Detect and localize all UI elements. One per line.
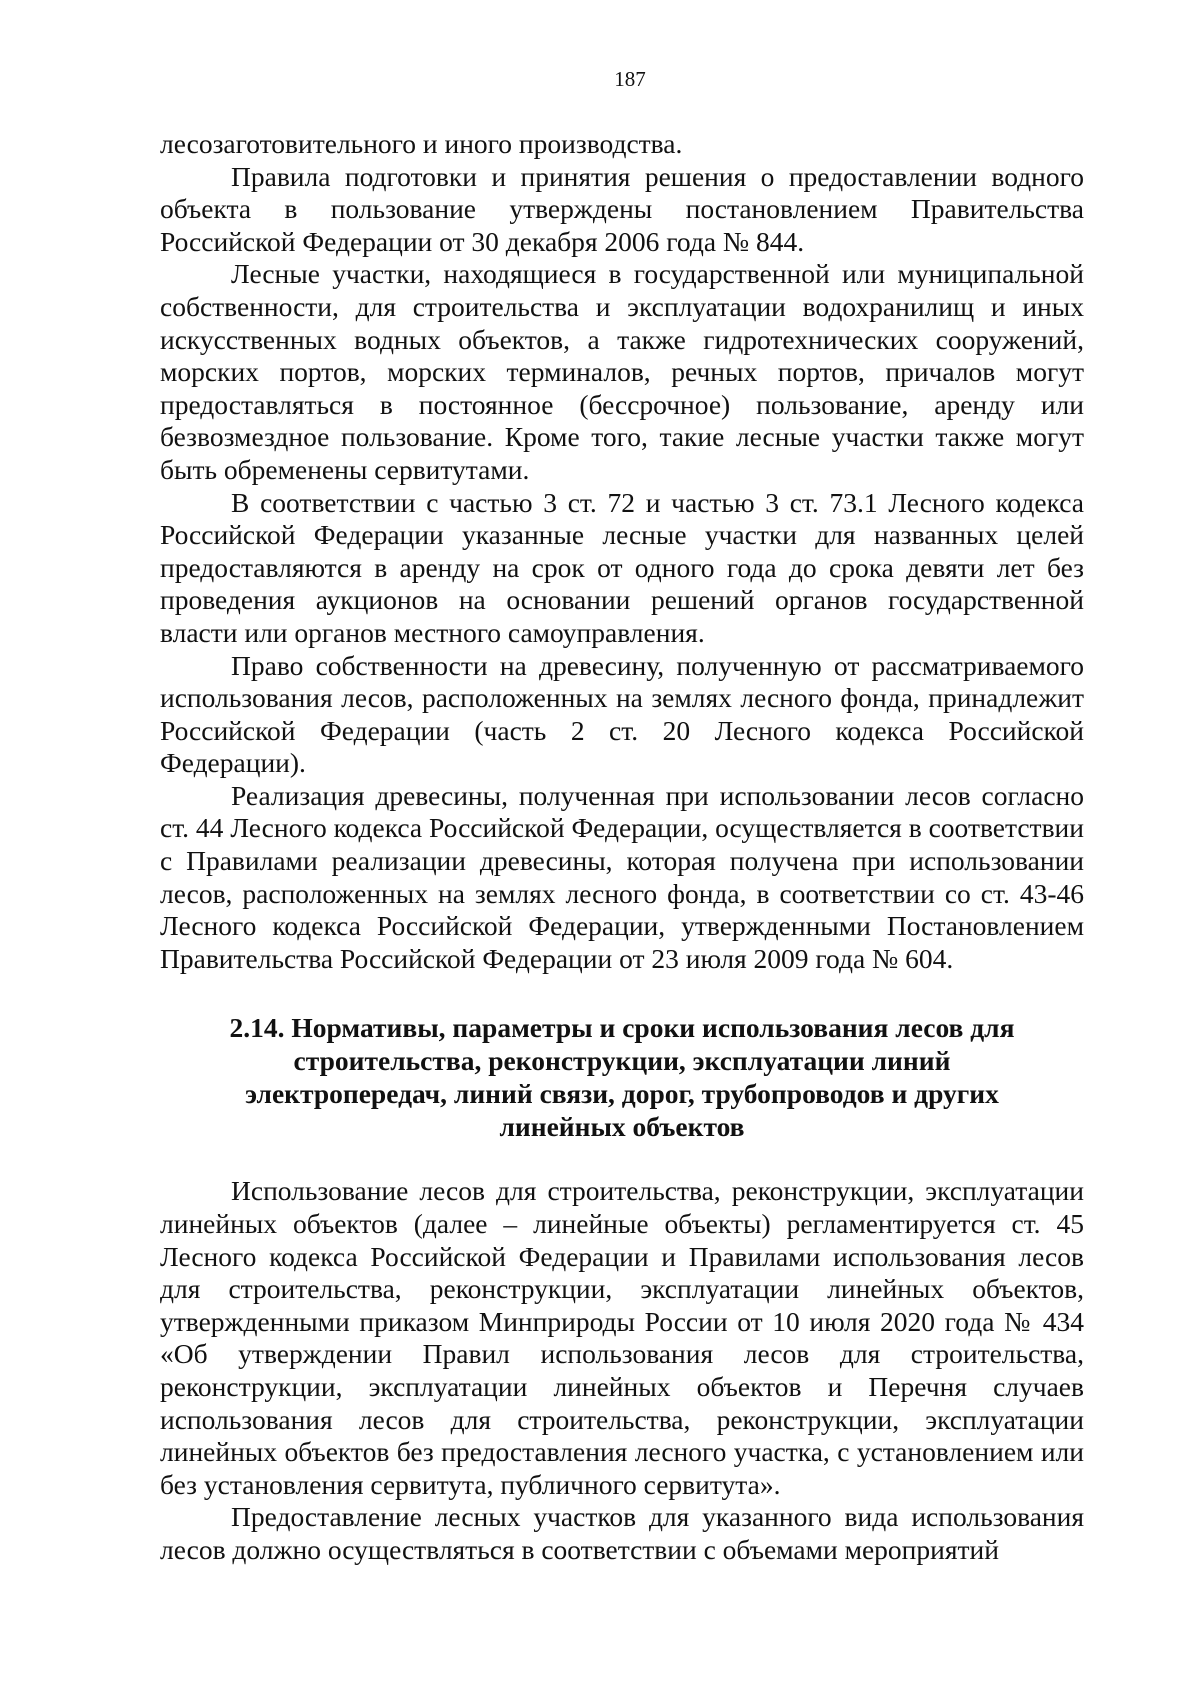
paragraph-plot-provision: Предоставление лесных участков для указанного вида использования лесов должно осуществляться в соответствии с объемами мероприятий xyxy=(160,1501,1084,1565)
paragraph-water-object-rules: Правила подготовки и принятия решения о предоставлении водного объекта в пользование утверждены постановлением Правительства Российской Федерации от 30 декабря 2006 года № 844. xyxy=(160,160,1084,257)
paragraph-forest-plots-ownership: Лесные участки, находящиеся в государственной или муниципальной собственности, для строительства и эксплуатации водохранилищ и иных искусственных водных объектов, а также гидротехнических сооружений, морских портов, морских терминалов, речных портов, причалов могут предоставляться в постоянное (бессрочное) пользование, аренду или безвозмездное пользование. Кроме того, такие лесные участки также могут быть обременены сервитутами. xyxy=(160,258,1084,485)
paragraph-continuation: лесозаготовительного и иного производства. xyxy=(160,128,683,159)
section-heading: 2.14. Нормативы, параметры и сроки использования лесов для строительства, реконструкции, эксплуатации линий электропередач, линий связи, дорог, трубопроводов и других линейных объектов xyxy=(229,1012,1015,1143)
paragraph-linear-objects-regulation: Использование лесов для строительства, реконструкции, эксплуатации линейных объектов (далее – линейные объекты) регламентируется ст. 45 Лесного кодекса Российской Федерации и Правилами использования лесов для строительства, реконструкции, эксплуатации линейных объектов, утвержденными приказом Минприроды России от 10 июля 2020 года № 434 «Об утверждении Правил использования лесов для строительства, реконструкции, эксплуатации линейных объектов и Перечня случаев использования лесов для строительства, реконструкции, эксплуатации линейных объектов без предоставления лесного участка, с установлением или без установления сервитута, публичного сервитута». xyxy=(160,1175,1084,1500)
body-text-after xyxy=(160,1175,1084,1566)
paragraph-lease-terms: В соответствии с частью 3 ст. 72 и частью 3 ст. 73.1 Лесного кодекса Российской Федерации указанные лесные участки для названных целей предоставляются в аренду на срок от одного года до срока девяти лет без проведения аукционов на основании решений органов государственной власти или органов местного самоуправления. xyxy=(160,486,1084,648)
page-number: 187 xyxy=(614,67,646,91)
paragraph-wood-sale: Реализация древесины, полученная при использовании лесов согласно ст. 44 Лесного кодекса Российской Федерации, осуществляется в соответствии с Правилами реализации древесины, которая получена при использовании лесов, расположенных на землях лесного фонда, в соответствии со ст. 43-46 Лесного кодекса Российской Федерации, утвержденными Постановлением Правительства Российской Федерации от 23 июля 2009 года № 604. xyxy=(160,779,1084,974)
body-text-before xyxy=(160,128,1084,975)
document-page xyxy=(160,66,1084,1567)
paragraph-wood-ownership: Право собственности на древесину, полученную от рассматриваемого использования лесов, расположенных на землях лесного фонда, принадлежит Российской Федерации (часть 2 ст. 20 Лесного кодекса Российской Федерации). xyxy=(160,649,1084,779)
